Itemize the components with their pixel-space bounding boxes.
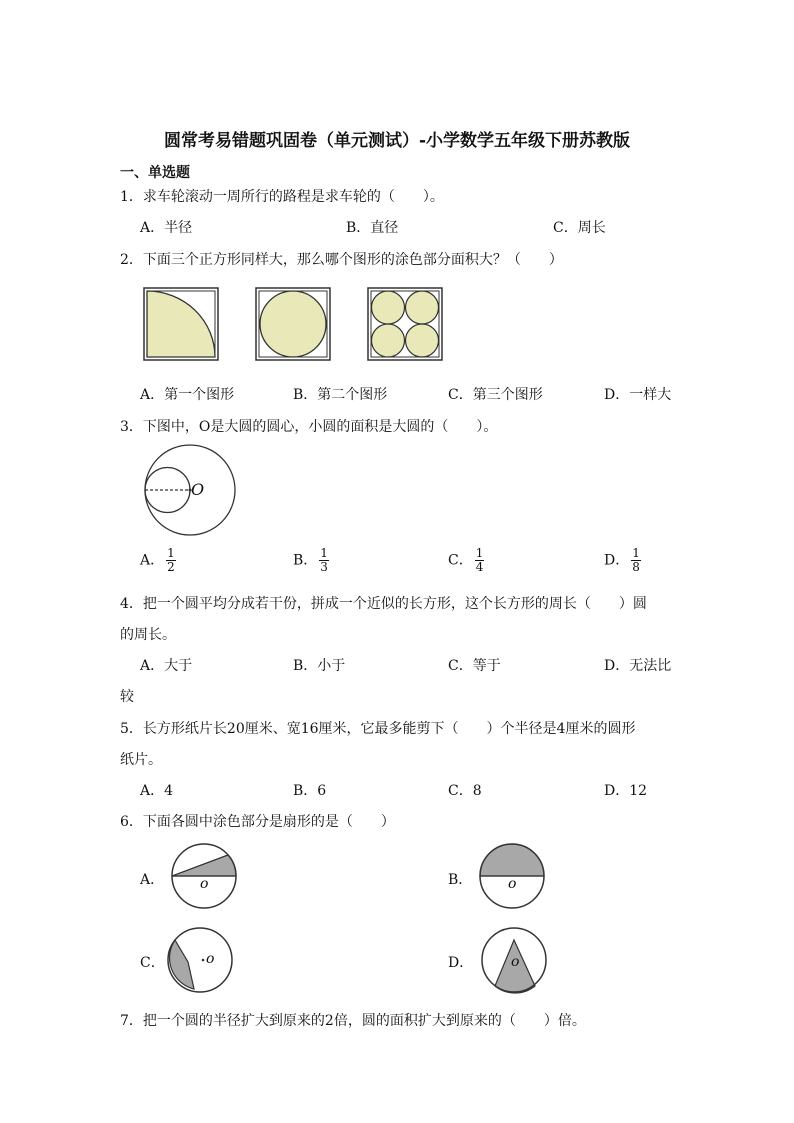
q2-option-c[interactable]: C．第三个图形 [448,387,543,403]
q6-figure-c [166,926,234,994]
fraction: $\frac{1}{2}$ [167,546,175,574]
q5-option-d[interactable]: D．12 [604,783,648,799]
fraction: $\frac{1}{8}$ [632,546,640,574]
q3-option-b[interactable]: B． $\frac{1}{3}$ [293,546,328,574]
q3-option-c[interactable]: C． $\frac{1}{4}$ [448,546,484,574]
fraction: $\frac{1}{3}$ [320,546,328,574]
question-4-stem-line2: 的周长。 [120,627,176,643]
q2-figure-four-circles [367,287,443,361]
q6-option-b[interactable]: B． [448,872,473,888]
q3-figure-circles [140,444,240,536]
q6-option-d[interactable]: D． [448,955,474,971]
q5-option-c[interactable]: C．8 [448,783,482,799]
question-4-stem-line1: 4．把一个圆平均分成若干份，拼成一个近似的长方形，这个长方形的周长（ ）圆 [120,596,647,612]
question-5-stem-line2: 纸片。 [120,752,162,768]
section-heading: 一、单选题 [120,165,190,181]
q1-option-a[interactable]: A．半径 [140,220,193,236]
q6-option-a[interactable]: A． [140,872,165,888]
q2-figure-quarter-circle [143,287,219,361]
question-1-stem: 1．求车轮滚动一周所行的路程是求车轮的（ ）。 [120,189,444,205]
q1-option-b[interactable]: B．直径 [346,220,399,236]
q2-option-a[interactable]: A．第一个图形 [140,387,235,403]
q6-b-center-label: o [508,876,517,892]
q5-option-a[interactable]: A．4 [140,783,174,799]
q2-option-b[interactable]: B．第二个图形 [293,387,388,403]
q4-option-c[interactable]: C．等于 [448,658,501,674]
q3-option-a[interactable]: A． $\frac{1}{2}$ [140,546,175,574]
q5-option-b[interactable]: B．6 [293,783,327,799]
q1-option-c[interactable]: C．周长 [553,220,606,236]
q3-option-d[interactable]: D． $\frac{1}{8}$ [604,546,640,574]
q4-option-a[interactable]: A．大于 [140,658,193,674]
q4-option-b[interactable]: B．小于 [293,658,346,674]
question-2-stem: 2．下面三个正方形同样大，那么哪个图形的涂色部分面积大？（ ） [120,252,563,268]
question-6-stem: 6．下面各圆中涂色部分是扇形的是（ ） [120,814,395,830]
q6-d-center-label: o [511,954,520,970]
q6-option-c[interactable]: C． [140,955,165,971]
fraction: $\frac{1}{4}$ [475,546,484,574]
page-title: 圆常考易错题巩固卷（单元测试）-小学数学五年级下册苏教版 [163,131,631,151]
q6-a-center-label: o [200,876,209,892]
question-7-stem: 7．把一个圆的半径扩大到原来的2倍，圆的面积扩大到原来的（ ）倍。 [120,1013,586,1029]
question-5-stem-line1: 5．长方形纸片长20厘米、宽16厘米，它最多能剪下（ ）个半径是4厘米的圆形 [120,721,636,737]
q3-center-label: O [191,480,205,499]
q2-figure-inscribed-circle [255,287,331,361]
q4-option-d-wrap: 较 [120,689,134,705]
question-3-stem: 3．下图中，O是大圆的圆心，小圆的面积是大圆的（ ）。 [120,419,498,435]
q4-option-d[interactable]: D．无法比 [604,658,672,674]
q2-option-d[interactable]: D．一样大 [604,387,672,403]
q6-c-center-label: o [206,951,215,967]
